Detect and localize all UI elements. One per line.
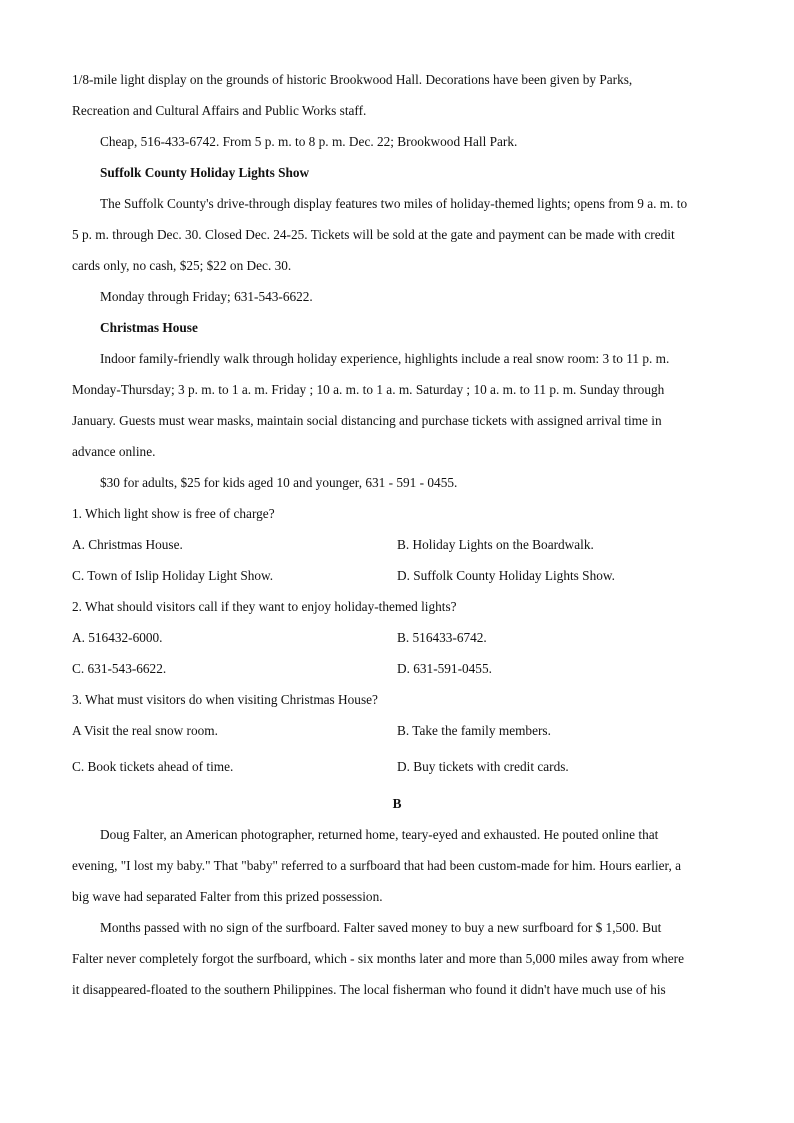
suffolk-text-line: 5 p. m. through Dec. 30. Closed Dec. 24-25. Tickets will be sold at the gate and payment can be made with credit — [72, 227, 675, 242]
section-b-text-line: Months passed with no sign of the surfboard. Falter saved money to buy a new surfboard for $ 1,500. But — [100, 920, 662, 935]
question-stem: 1. Which light show is free of charge? — [72, 506, 275, 521]
option-row — [72, 715, 722, 746]
option-b: B. 516433-6742. — [397, 630, 487, 645]
option-a: A. Christmas House. — [72, 537, 183, 552]
christmas-text-line: advance online. — [72, 444, 156, 459]
option-b: B. Holiday Lights on the Boardwalk. — [397, 537, 594, 552]
christmas-text-line: Indoor family-friendly walk through holiday experience, highlights include a real snow room: 3 to 11 p. m. — [100, 351, 670, 366]
suffolk-text-line: The Suffolk County's drive-through display features two miles of holiday-themed lights; opens from 9 a. m. to — [100, 196, 688, 211]
passage-a-text-line: Recreation and Cultural Affairs and Public Works staff. — [72, 103, 367, 118]
option-c: C. Town of Islip Holiday Light Show. — [72, 568, 274, 583]
option-row — [72, 653, 722, 684]
section-b-text-line: big wave had separated Falter from this prized possession. — [72, 889, 383, 904]
section-b-heading: B — [392, 796, 402, 811]
christmas-text-line: Monday-Thursday; 3 p. m. to 1 a. m. Friday ; 10 a. m. to 1 a. m. Saturday ; 10 a. m. to 11 p. m. Sunday through — [72, 382, 665, 397]
option-d: D. 631-591-0455. — [397, 661, 492, 676]
option-d: D. Buy tickets with credit cards. — [397, 759, 569, 774]
question-stem: 2. What should visitors call if they want to enjoy holiday-themed lights? — [72, 599, 457, 614]
option-row — [72, 746, 722, 788]
suffolk-heading: Suffolk County Holiday Lights Show — [100, 165, 310, 180]
section-b-text-line: it disappeared-floated to the southern Philippines. The local fisherman who found it didn't have much use of his — [72, 982, 666, 997]
option-row — [72, 529, 722, 560]
document-page — [72, 64, 722, 1005]
option-c: C. 631-543-6622. — [72, 661, 167, 676]
christmas-text-line: January. Guests must wear masks, maintain social distancing and purchase tickets with assigned arrival time in — [72, 413, 662, 428]
christmas-house-heading: Christmas House — [100, 320, 198, 335]
suffolk-details: Monday through Friday; 631-543-6622. — [100, 289, 313, 304]
passage-a-text-line: 1/8-mile light display on the grounds of historic Brookwood Hall. Decorations have been given by Parks, — [72, 72, 633, 87]
suffolk-text-line: cards only, no cash, $25; $22 on Dec. 30. — [72, 258, 292, 273]
option-a: A Visit the real snow room. — [72, 723, 218, 738]
option-a: A. 516432-6000. — [72, 630, 163, 645]
option-d: D. Suffolk County Holiday Lights Show. — [397, 568, 615, 583]
section-b-text-line: Falter never completely forgot the surfboard, which - six months later and more than 5,000 miles away from where — [72, 951, 684, 966]
brookwood-details: Cheap, 516-433-6742. From 5 p. m. to 8 p. m. Dec. 22; Brookwood Hall Park. — [100, 134, 518, 149]
option-b: B. Take the family members. — [397, 723, 551, 738]
section-b-text-line: Doug Falter, an American photographer, returned home, teary-eyed and exhausted. He pouted online that — [100, 827, 659, 842]
option-c: C. Book tickets ahead of time. — [72, 759, 234, 774]
option-row — [72, 622, 722, 653]
christmas-details: $30 for adults, $25 for kids aged 10 and younger, 631 - 591 - 0455. — [100, 475, 458, 490]
option-row — [72, 560, 722, 591]
question-stem: 3. What must visitors do when visiting Christmas House? — [72, 692, 378, 707]
section-b-text-line: evening, "I lost my baby." That "baby" referred to a surfboard that had been custom-made for him. Hours earlier, a — [72, 858, 681, 873]
